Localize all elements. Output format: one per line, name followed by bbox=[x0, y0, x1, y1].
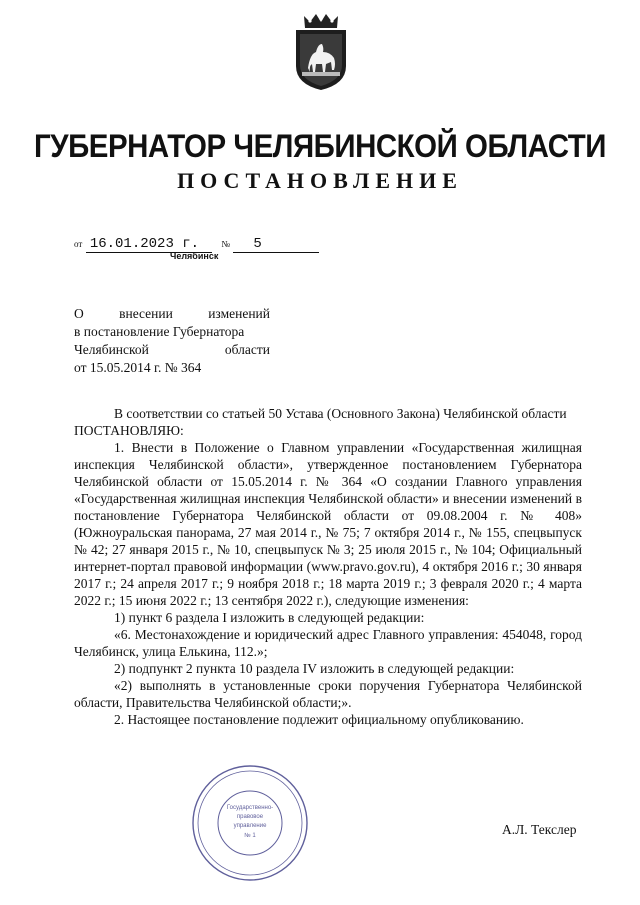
resolution-heading: ПОСТАНОВЛЯЮ: bbox=[74, 423, 184, 438]
document-type-title: ПОСТАНОВЛЕНИЕ bbox=[177, 168, 463, 193]
subject-line: О внесении изменений bbox=[74, 306, 270, 321]
body-paragraph: «2) выполнять в установленные сроки поручения Губернатора Челябинской области, Правительства Челябинской области;». bbox=[74, 678, 582, 710]
subject-line: Челябинской области bbox=[74, 342, 270, 357]
decree-subject bbox=[74, 305, 270, 377]
official-seal-icon bbox=[190, 763, 310, 883]
coat-of-arms-icon bbox=[290, 10, 352, 92]
body-paragraph: 1. Внести в Положение о Главном управлении «Государственная жилищная инспекция Челябинской области», утвержденное постановлением Губернатора Челябинской области от 15.05.2014 г. № 364 «О создании Главного управления «Государственная жилищная инспекция Челябинской области» и внесении изменений в постановление Губернатора Челябинской области от 09.08.2004 г. № 408» (Южноуральская панорама, 27 мая 2014 г., № 75; 7 октября 2014 г., № 155, спецвыпуск № 42; 27 января 2015 г., № 10, спецвыпуск № 3; 25 июля 2015 г., № 104; Официальный интернет-портал правовой информации (www.pravo.gov.ru), 4 октября 2016 г.; 30 января 2017 г.; 24 апреля 2017 г.; 9 ноября 2018 г.; 18 марта 2019 г.; 3 февраля 2020 г.; 4 марта 2022 г.; 15 июня 2022 г.; 13 сентября 2022 г.), следующие изменения: bbox=[74, 440, 582, 608]
decree-date: 16.01.2023 г. bbox=[86, 236, 212, 253]
number-prefix-label: № bbox=[221, 239, 230, 249]
seal-line: правовое bbox=[236, 814, 264, 820]
governor-title: ГУБЕРНАТОР ЧЕЛЯБИНСКОЙ ОБЛАСТИ bbox=[33, 128, 607, 164]
seal-line: Государственно- bbox=[226, 805, 274, 811]
subject-line: от 15.05.2014 г. № 364 bbox=[74, 360, 202, 375]
seal-line: № 1 bbox=[244, 833, 256, 839]
subject-line: в постановление Губернатора bbox=[74, 324, 245, 339]
decree-body bbox=[74, 405, 582, 728]
preamble-paragraph: В соответствии со статьей 50 Устава (Основного Закона) Челябинской области bbox=[114, 406, 567, 421]
signer-name: А.Л. Текслер bbox=[502, 822, 577, 837]
body-paragraph: 2) подпункт 2 пункта 10 раздела IV изложить в следующей редакции: bbox=[114, 661, 515, 676]
date-prefix-label: от bbox=[74, 239, 83, 249]
decree-number: 5 bbox=[233, 236, 319, 253]
body-paragraph: 1) пункт 6 раздела I изложить в следующей редакции: bbox=[114, 610, 425, 625]
issuing-city: Челябинск bbox=[170, 251, 219, 261]
body-paragraph: 2. Настоящее постановление подлежит официальному опубликованию. bbox=[114, 712, 524, 727]
body-paragraph: «6. Местонахождение и юридический адрес Главного управления: 454048, город Челябинск, улица Елькина, 112.»; bbox=[74, 627, 582, 659]
seal-line: управление bbox=[233, 823, 267, 829]
